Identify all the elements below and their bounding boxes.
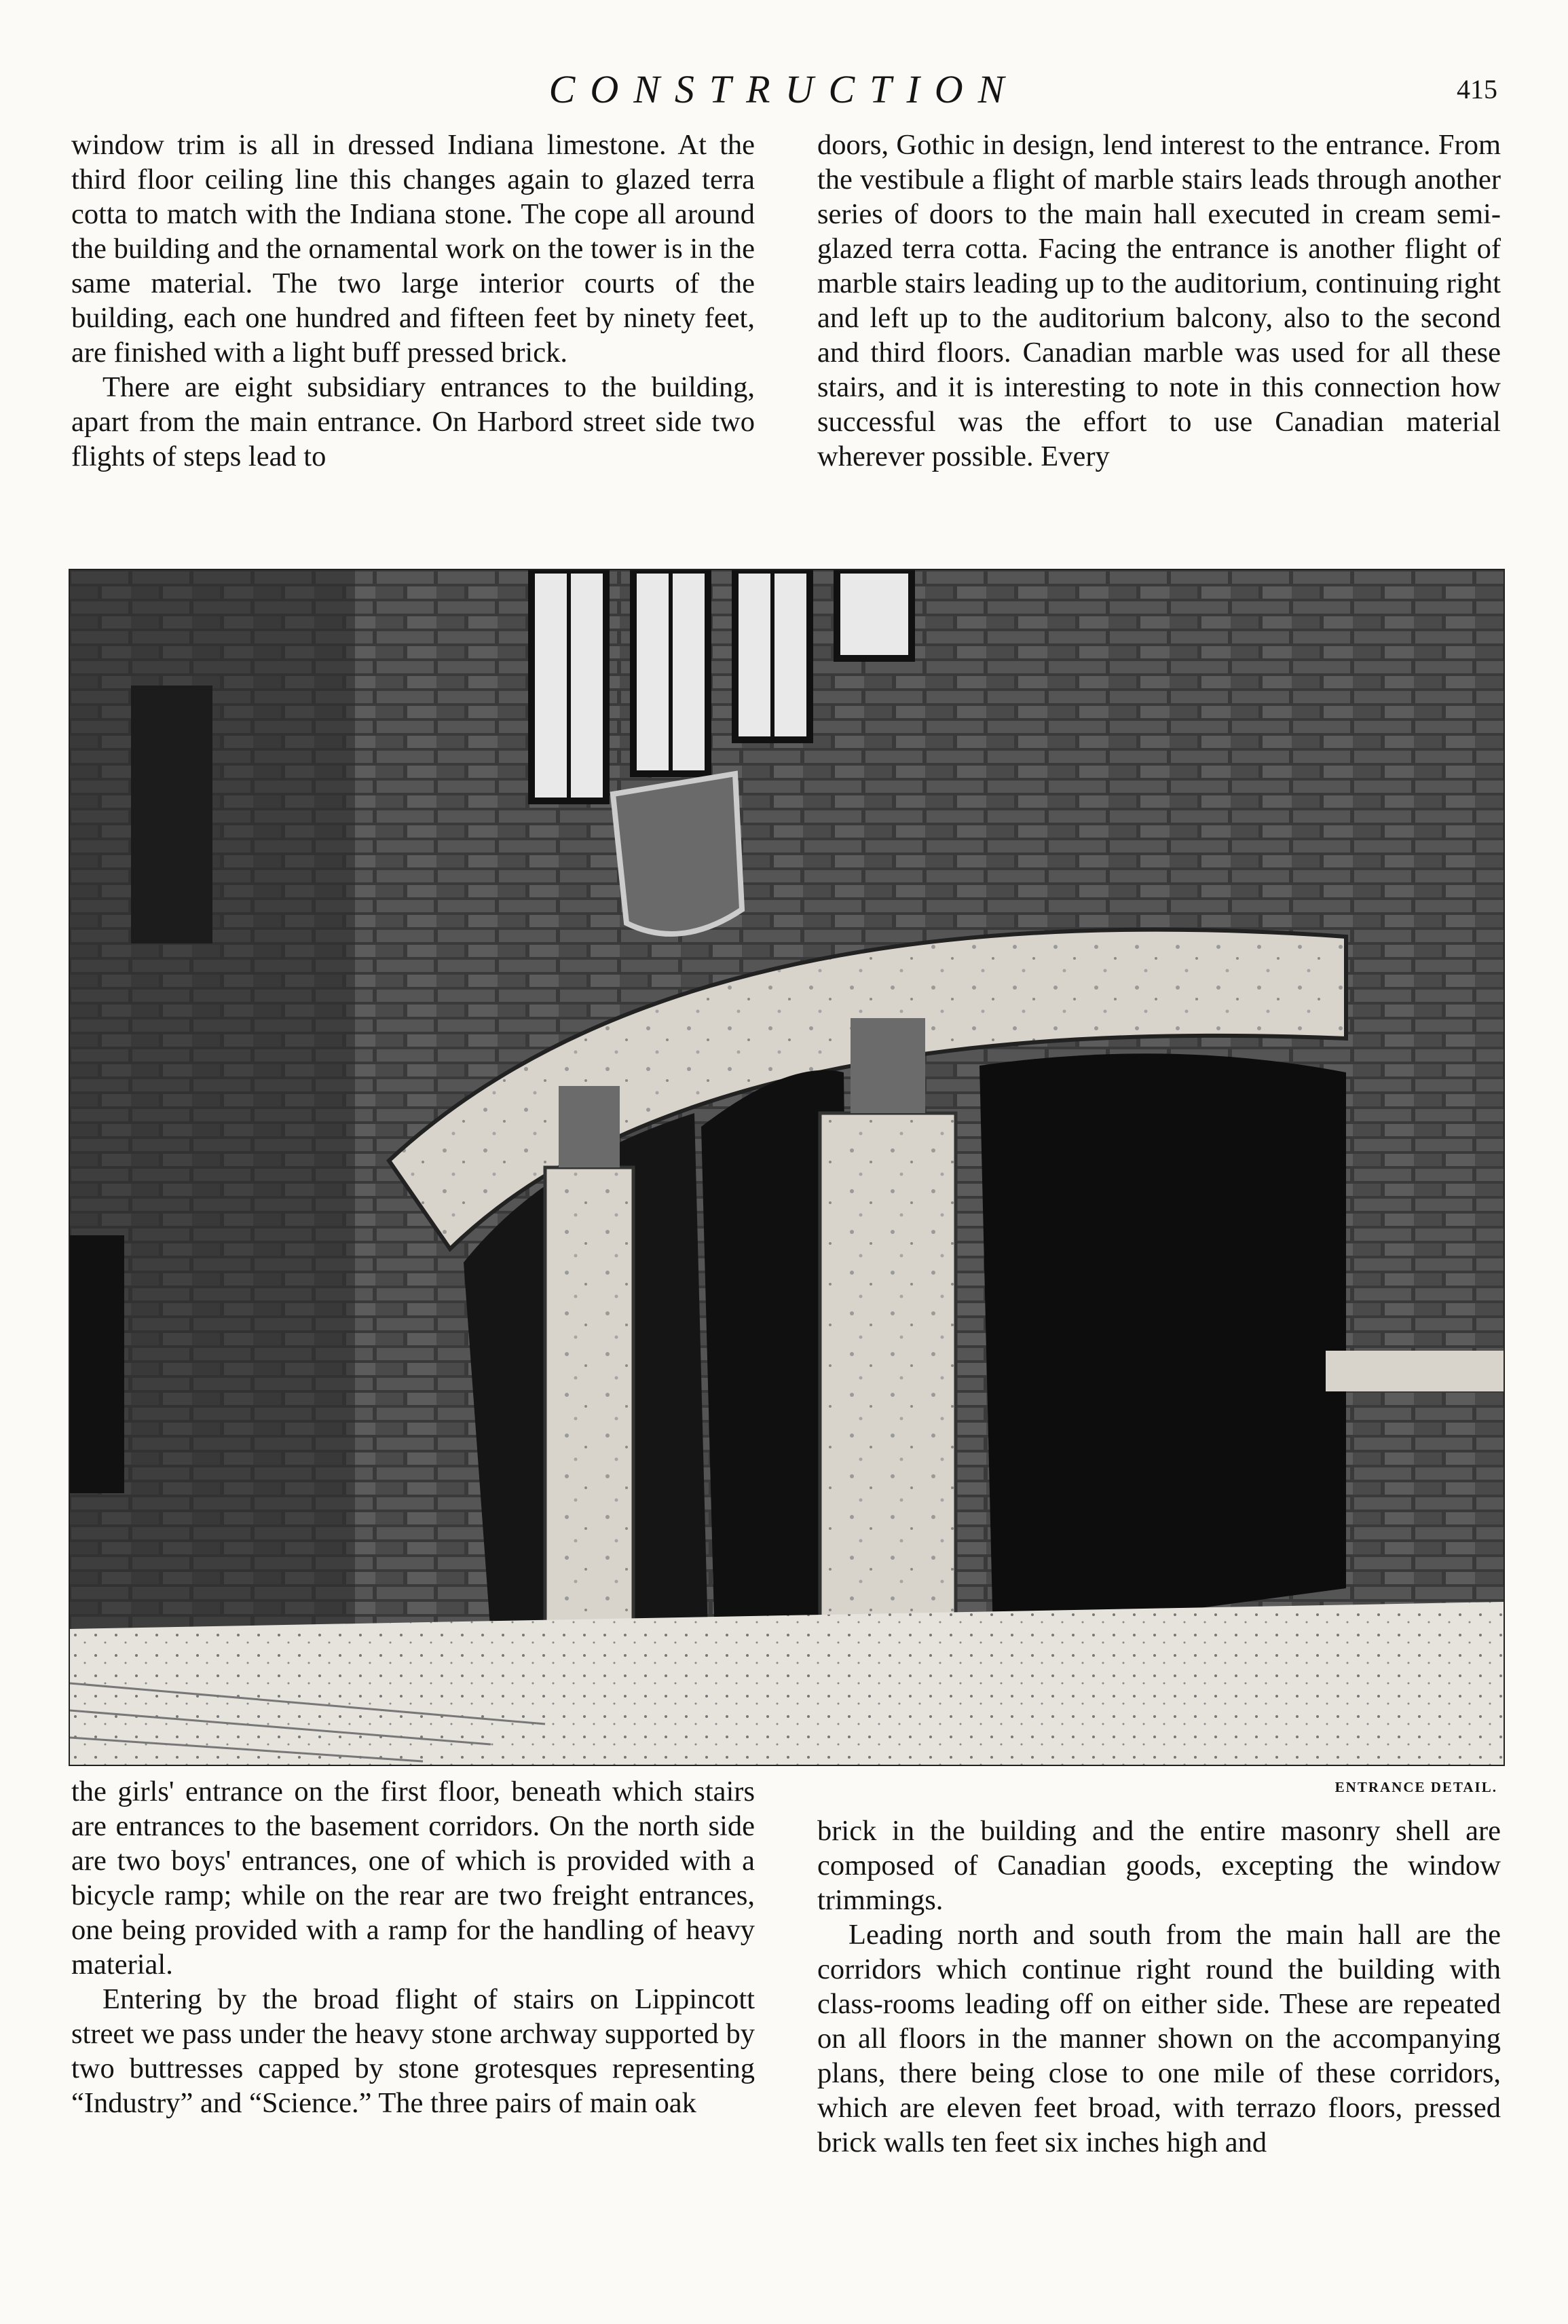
entrance-archway-illustration xyxy=(70,570,1504,1765)
running-head xyxy=(0,62,1568,117)
right-opening xyxy=(979,1053,1346,1636)
paragraph: doors, Gothic in design, lend interest to the entrance. From the vestibule a flight of marble stairs leads through another series of doors to the main hall executed in cream semi-glazed terra cotta. Facing the entrance is another flight of marble stairs leading up to the auditorium, continuing right and left up to the auditorium balcony, also to the second and third floors. Canadian marble was used for all these stairs, and it is interesting to note in this connection how successful was the effort to use Canadian material wherever possible. Every xyxy=(817,129,1501,472)
column-top-right xyxy=(817,128,1501,548)
paragraph: brick in the building and the entire masonry shell are composed of Canadian goods, excepting the window trimmings. xyxy=(817,1815,1501,1916)
grotesque-science xyxy=(851,1018,925,1113)
paragraph: Leading north and south from the main hall are the corridors which continue right round the building with class-rooms leading off on either side. These are repeated on all floors in the manner shown on the accompanying plans, there being close to one mile of these corridors, which are eleven feet broad, with terrazo floors, pressed brick walls ten feet six inches high and xyxy=(817,1919,1501,2158)
paragraph: the girls' entrance on the first floor, beneath which stairs are entrances to the basement corridors. On the north side are two boys' entrances, one of which is provided with a bicycle ramp; while on the rear are two freight entrances, one being provided with a ramp for the handling of heavy material. xyxy=(71,1776,755,1981)
coat-of-arms xyxy=(613,774,742,934)
paragraph: window trim is all in dressed Indiana limestone. At the third floor ceiling line this changes again to glazed terra cotta to match with the Indiana stone. The cope all around the building and the ornamental work on the tower is in the same material. The two large interior courts of the building, each one hundred and fifteen feet by ninety feet, are finished with a light buff pressed brick. xyxy=(71,129,755,369)
running-title: CONSTRUCTION xyxy=(548,67,1020,111)
paragraph: There are eight subsidiary entrances to the building, apart from the main entrance. On Harbord street side two flights of steps lead to xyxy=(71,371,755,472)
grotesque-industry xyxy=(559,1086,620,1167)
entrance-photograph xyxy=(69,569,1505,1766)
parapet-cap xyxy=(1326,1351,1504,1391)
column-bottom-left xyxy=(71,1774,755,2290)
page-number: 415 xyxy=(1457,74,1497,105)
right-buttress xyxy=(820,1113,956,1683)
figure-caption: ENTRANCE DETAIL. xyxy=(1334,1779,1497,1795)
column-top-left xyxy=(71,128,755,548)
paragraph: Entering by the broad flight of stairs on Lippincott street we pass under the heavy stone archway supported by two buttresses capped by stone grotesques representing “Industry” and “Science.” The three pairs of main oak xyxy=(71,1983,755,2119)
entrance-floor xyxy=(70,1602,1504,1765)
column-bottom-right xyxy=(817,1814,1501,2289)
left-buttress xyxy=(545,1167,633,1663)
tower-window-upper xyxy=(131,686,212,943)
tower-window-lower xyxy=(70,1235,124,1493)
